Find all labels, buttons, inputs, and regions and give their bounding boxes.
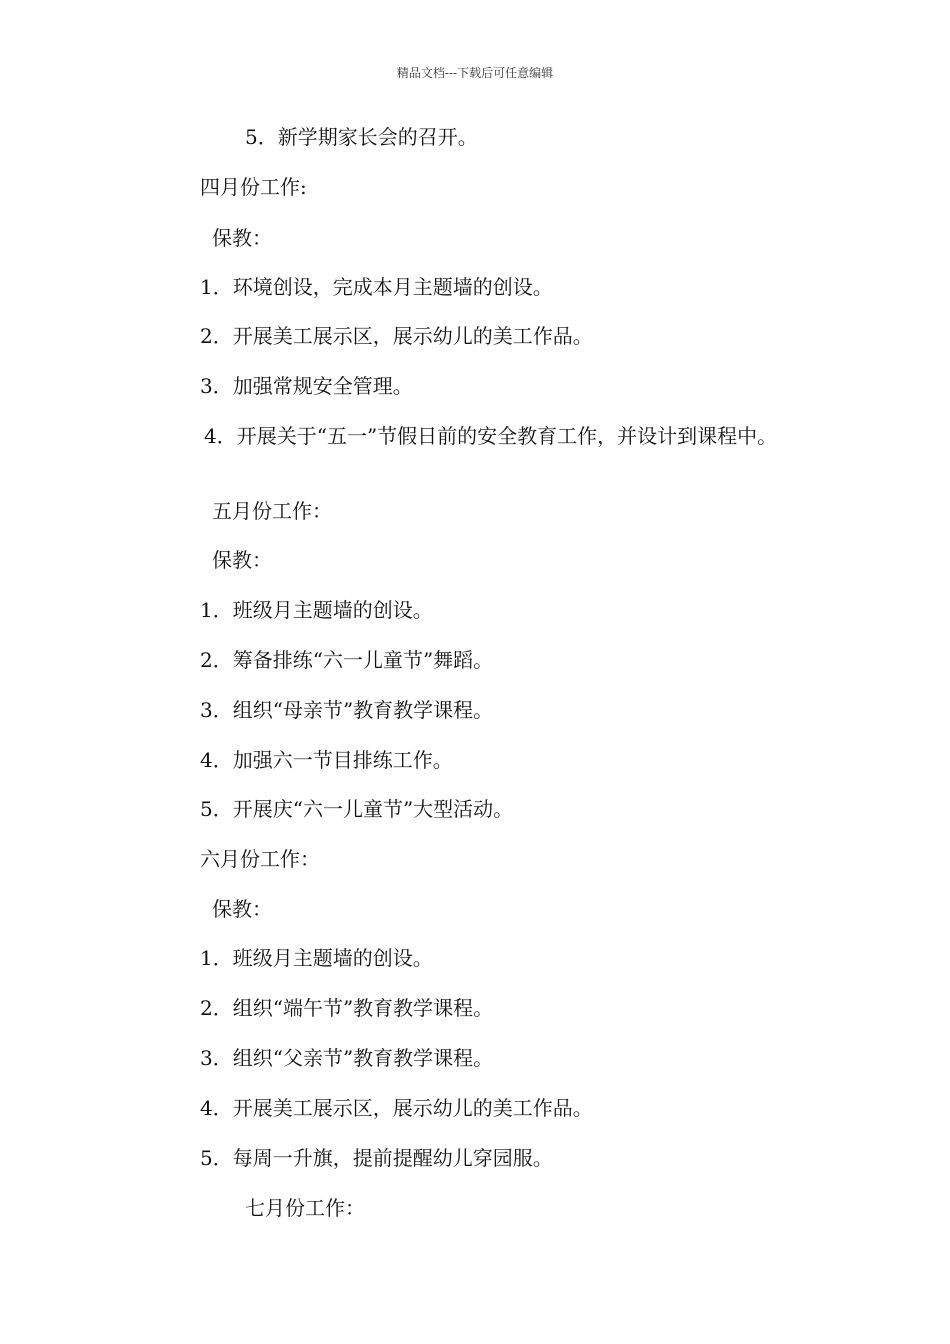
list-item: 2．开展美工展示区，展示幼儿的美工作品。	[200, 324, 593, 348]
section-heading-june: 六月份工作：	[200, 847, 320, 871]
list-item: 5．每周一升旗，提前提醒幼儿穿园服。	[200, 1146, 553, 1170]
list-item: 4．开展美工展示区，展示幼儿的美工作品。	[200, 1096, 593, 1120]
subheading: 保教：	[212, 226, 272, 250]
list-item: 1．环境创设，完成本月主题墙的创设。	[200, 275, 553, 299]
section-heading-may: 五月份工作：	[212, 499, 332, 523]
section-heading-april: 四月份工作:	[200, 175, 307, 199]
list-item: 2．筹备排练“六一儿童节”舞蹈。	[200, 648, 494, 672]
list-item: 2．组织“端午节”教育教学课程。	[200, 996, 494, 1020]
section-heading-july: 七月份工作：	[245, 1196, 365, 1220]
list-item: 3．加强常规安全管理。	[200, 374, 413, 398]
text-line: 5．新学期家长会的召开。	[245, 125, 478, 149]
list-item: 3．组织“母亲节”教育教学课程。	[200, 698, 494, 722]
subheading: 保教：	[212, 897, 272, 921]
list-item: 1．班级月主题墙的创设。	[200, 946, 433, 970]
list-item: 1．班级月主题墙的创设。	[200, 598, 433, 622]
list-item: 3．组织“父亲节”教育教学课程。	[200, 1046, 494, 1070]
list-item: 5．开展庆“六一儿童节”大型活动。	[200, 797, 514, 821]
subheading: 保教：	[212, 548, 272, 572]
page-header: 精品文档---下载后可任意编辑	[396, 66, 554, 80]
list-item: 4．加强六一节目排练工作。	[200, 748, 453, 772]
list-item: 4．开展关于“五一”节假日前的安全教育工作，并设计到课程中。	[204, 424, 778, 448]
